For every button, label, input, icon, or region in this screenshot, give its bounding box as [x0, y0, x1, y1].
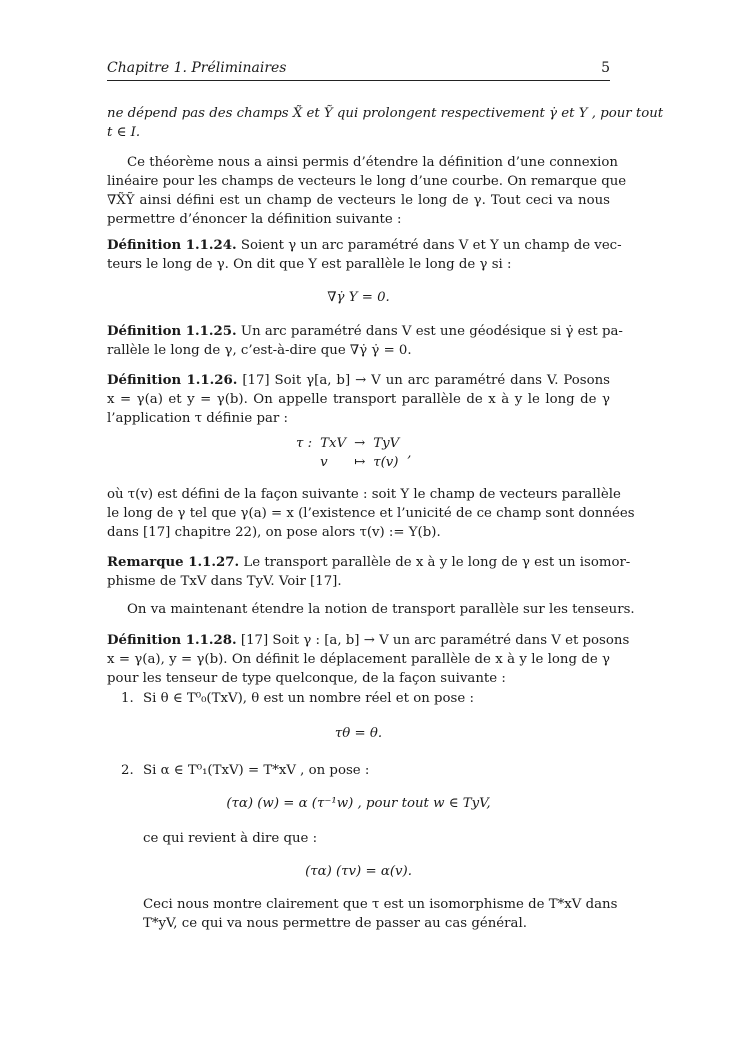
text-line: où τ(v) est défini de la façon suivante : soit Y le champ de vecteurs parallèle — [107, 487, 621, 502]
equation-scalar: τθ = θ. — [334, 726, 383, 741]
definition-label: Définition 1.1.25. — [107, 324, 237, 339]
text-line: Le transport parallèle de x à y le long de γ est un isomor- — [243, 555, 631, 570]
text-line: t ∈ I. — [107, 125, 141, 140]
page-number: 5 — [601, 60, 610, 76]
text-line: T*yV, ce qui va nous permettre de passer au cas général. — [143, 916, 527, 931]
text-line: Ceci nous montre clairement que τ est un isomorphisme de T*xV dans — [143, 897, 618, 912]
list-item-number: 2. — [121, 763, 134, 778]
list-item-text: ce qui revient à dire que : — [143, 831, 318, 846]
equation-equivalent: (τα) (τv) = α(v). — [305, 864, 412, 879]
transport-map — [292, 434, 415, 472]
remark-1-1-27 — [107, 553, 631, 591]
theorem-end-paragraph — [107, 104, 664, 142]
definition-1-1-28 — [107, 631, 630, 688]
map-element: v — [320, 455, 328, 470]
text-line: Soient γ un arc paramétré dans V et Y un champ de vec- — [240, 238, 622, 253]
intro-paragraph — [107, 153, 627, 229]
text-line: On va maintenant étendre la notion de transport parallèle sur les tenseurs. — [127, 602, 635, 617]
definition-1-1-26 — [107, 371, 610, 428]
definition-1-1-24 — [107, 236, 622, 274]
map-mapsto: ↦ — [354, 455, 366, 470]
tensors-paragraph — [107, 600, 635, 619]
running-header — [107, 59, 610, 79]
equation-covector: (τα) (w) = α (τ⁻¹w) , pour tout w ∈ TyV, — [226, 796, 491, 811]
remark-label: Remarque 1.1.27. — [107, 555, 240, 570]
map-domain: TxV — [320, 436, 347, 451]
text-line: teurs le long de γ. On dit que Y est parallèle le long de γ si : — [107, 257, 512, 272]
equation-parallel: ∇γ̇ Y = 0. — [327, 290, 390, 305]
definition-label: Définition 1.1.28. — [107, 633, 237, 648]
text-line: le long de γ tel que γ(a) = x (l’existence et l’unicité de ce champ sont données — [107, 506, 635, 521]
definition-label: Définition 1.1.24. — [107, 238, 237, 253]
list-item-conclusion — [143, 895, 618, 933]
list-item-number: 1. — [121, 691, 134, 706]
map-image: τ(v) — [373, 455, 399, 470]
text-line: ne dépend pas des champs X̃ et Ỹ qui prolongent respectivement γ̇ et Y , pour tout — [107, 106, 664, 121]
text-line: dans [17] chapitre 22), on pose alors τ(v) := Y(b). — [107, 525, 441, 540]
list-item-text: Si θ ∈ T⁰₀(TxV), θ est un nombre réel et on pose : — [143, 691, 474, 706]
text-line: pour les tenseur de type quelconque, de la façon suivante : — [107, 671, 506, 686]
chapter-title: Chapitre 1. Préliminaires — [107, 60, 287, 76]
text-line: [17] Soit γ : [a, b] → V un arc paramétré dans V et posons — [240, 633, 630, 648]
text-line: Un arc paramétré dans V est une géodésique si γ̇ est pa- — [240, 324, 623, 339]
text-line: Ce théorème nous a ainsi permis d’étendre la définition d’une connexion — [127, 155, 618, 170]
text-line: rallèle le long de γ, c’est-à-dire que ∇γ̇ γ̇ = 0. — [107, 343, 412, 358]
list-item-text: Si α ∈ T⁰₁(TxV) = T*xV , on pose : — [143, 763, 370, 778]
definition-1-1-26-continued — [107, 485, 635, 542]
text-line: x = γ(a) et y = γ(b). On appelle transport parallèle de x à y le long de γ — [107, 392, 610, 407]
map-tau: τ : — [296, 436, 313, 451]
text-line: permettre d’énoncer la définition suivante : — [107, 212, 402, 227]
header-rule — [107, 80, 610, 81]
text-line: l’application τ définie par : — [107, 411, 288, 426]
map-codomain: TyV — [373, 436, 400, 451]
text-line: x = γ(a), y = γ(b). On définit le déplacement parallèle de x à y le long de γ — [107, 652, 610, 667]
text-line: ∇X̃Ỹ ainsi défini est un champ de vecteurs le long de γ. Tout ceci va nous — [107, 193, 610, 208]
definition-label: Définition 1.1.26. — [107, 373, 238, 388]
text-line: [17] Soit γ[a, b] → V un arc paramétré dans V. Posons — [242, 373, 610, 388]
text-line: linéaire pour les champs de vecteurs le long d’une courbe. On remarque que — [107, 174, 627, 189]
map-comma: , — [407, 446, 412, 461]
text-line: phisme de TxV dans TyV. Voir [17]. — [107, 574, 342, 589]
map-arrow: → — [354, 436, 366, 451]
definition-1-1-25 — [107, 322, 623, 360]
